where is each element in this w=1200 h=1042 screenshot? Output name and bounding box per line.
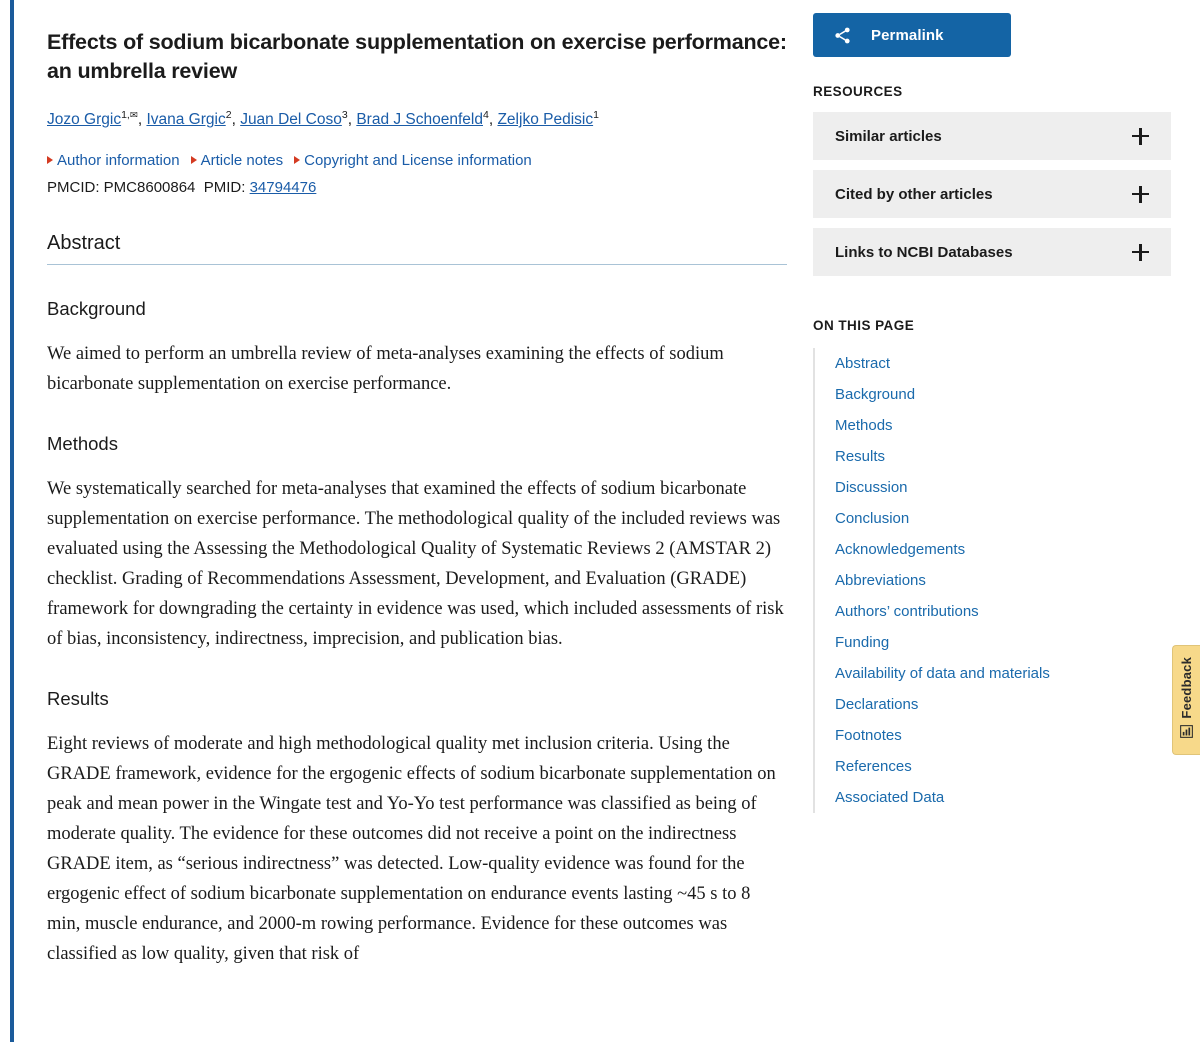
pmcid-label: PMCID: — [47, 179, 100, 197]
envelope-icon[interactable]: ✉ — [129, 109, 138, 121]
left-accent-rail — [10, 0, 14, 1042]
abstract-subheading: Methods — [47, 433, 118, 455]
toc-link[interactable]: References — [835, 758, 912, 775]
author-affiliation-marker: 4 — [483, 108, 489, 121]
permalink-label: Permalink — [871, 26, 944, 44]
caret-right-icon — [191, 156, 197, 164]
author-affiliation-marker: 1,✉ — [121, 108, 138, 121]
on-this-page-nav — [813, 348, 1171, 813]
toc-link[interactable]: Abstract — [835, 355, 891, 372]
author-link[interactable]: Zeljko Pedisic — [497, 111, 594, 129]
abstract-sections — [47, 265, 787, 970]
resources-heading: RESOURCES — [813, 84, 903, 99]
abstract-heading: Abstract — [47, 196, 787, 265]
sidebar — [813, 0, 1171, 813]
abstract-subheading: Background — [47, 298, 146, 320]
meta-link-label[interactable]: Author information — [57, 152, 180, 170]
author-link[interactable]: Juan Del Coso — [240, 111, 342, 129]
chart-icon — [1180, 725, 1193, 743]
plus-icon[interactable] — [1132, 244, 1149, 261]
pmid-label: PMID: — [203, 179, 246, 197]
abstract-paragraph: Eight reviews of moderate and high methodological quality met inclusion criteria. Using the GRADE framework, evidence for the ergogenic effects of sodium bicarbonate supplementation on peak and mean power in the Wingate test and Yo-Yo test performance was classified as being of moderate quality. The evidence for these outcomes did not receive a point on the indirectness GRADE item, as “serious indirectness” was detected. Low-quality evidence was found for the ergogenic effect of sodium bicarbonate supplementation on endurance events lasting ~45 s to 8 min, muscle endurance, and 2000-m rowing performance. Evidence for these outcomes was classified as low quality, given that risk of — [47, 734, 776, 964]
author-link[interactable]: Ivana Grgic — [146, 111, 226, 129]
accordion-item-label: Cited by other articles — [835, 185, 993, 203]
meta-link-item[interactable] — [47, 152, 180, 169]
toc-link[interactable]: Acknowledgements — [835, 541, 966, 558]
author-affiliation-marker: 3 — [341, 108, 348, 121]
accordion-item[interactable] — [813, 112, 1171, 160]
pmcid-value: PMC8600864 — [103, 179, 196, 197]
toc-link[interactable]: Abbreviations — [835, 572, 926, 589]
feedback-label: Feedback — [1179, 657, 1194, 719]
author-affiliation-marker: 2 — [225, 108, 232, 121]
plus-icon[interactable] — [1132, 128, 1149, 145]
accordion-item-label: Links to NCBI Databases — [835, 243, 1013, 261]
article-column — [47, 0, 787, 970]
toc-link[interactable]: Discussion — [835, 479, 908, 496]
abstract-subheading: Results — [47, 688, 109, 710]
caret-right-icon — [47, 156, 53, 164]
toc-link[interactable]: Conclusion — [835, 510, 910, 527]
toc-link[interactable]: Methods — [835, 417, 893, 434]
toc-link[interactable]: Footnotes — [835, 727, 902, 744]
share-icon — [813, 26, 871, 45]
author-affiliation-marker: 1 — [593, 108, 599, 121]
accordion-item[interactable] — [813, 228, 1171, 276]
toc-link[interactable]: Background — [835, 386, 916, 403]
author-link[interactable]: Brad J Schoenfeld — [356, 111, 483, 129]
toc-link[interactable]: Funding — [835, 634, 890, 651]
meta-link-item[interactable] — [191, 152, 284, 169]
permalink-button[interactable] — [813, 13, 1011, 57]
toc-link[interactable]: Results — [835, 448, 886, 465]
meta-link-label[interactable]: Article notes — [200, 152, 284, 170]
feedback-tab[interactable] — [1172, 645, 1200, 755]
accordion-item[interactable] — [813, 170, 1171, 218]
resources-accordion — [813, 112, 1171, 276]
page-title: Effects of sodium bicarbonate supplementation on exercise performance: an umbrella review — [47, 30, 787, 84]
article-identifiers — [47, 179, 787, 196]
pmid-link[interactable]: 34794476 — [249, 179, 317, 197]
meta-link-label[interactable]: Copyright and License information — [304, 152, 532, 170]
article-meta-links — [47, 152, 787, 169]
abstract-paragraph: We aimed to perform an umbrella review of meta-analyses examining the effects of sodium bicarbonate supplementation on exercise performance. — [47, 344, 724, 395]
meta-link-item[interactable] — [294, 152, 532, 169]
plus-icon[interactable] — [1132, 186, 1149, 203]
author-link[interactable]: Jozo Grgic — [47, 111, 122, 129]
toc-link[interactable]: Authors’ contributions — [835, 603, 979, 620]
toc-link[interactable]: Availability of data and materials — [835, 665, 1050, 682]
toc-link[interactable]: Associated Data — [835, 789, 945, 806]
abstract-paragraph: We systematically searched for meta-analyses that examined the effects of sodium bicarbonate supplementation on exercise performance. The methodological quality of the included reviews was evaluated using the Assessing the Methodological Quality of Systematic Reviews 2 (AMSTAR 2) checklist. Grading of Recommendations Assessment, Development, and Evaluation (GRADE) framework for downgrading the certainty in evidence was used, which included assessments of risk of bias, inconsistency, indirectness, imprecision, and publication bias. — [47, 479, 784, 650]
toc-link[interactable]: Declarations — [835, 696, 919, 713]
caret-right-icon — [294, 156, 300, 164]
accordion-item-label: Similar articles — [835, 127, 942, 145]
author-list: Jozo Grgic$^{1,✉}$, Ivana Grgic$^2$, Juan Del Coso$^3$, Brad J Schoenfeld$^4$, Zeljko Pedisic$^1$ — [47, 108, 599, 129]
on-this-page-heading: ON THIS PAGE — [813, 318, 915, 333]
